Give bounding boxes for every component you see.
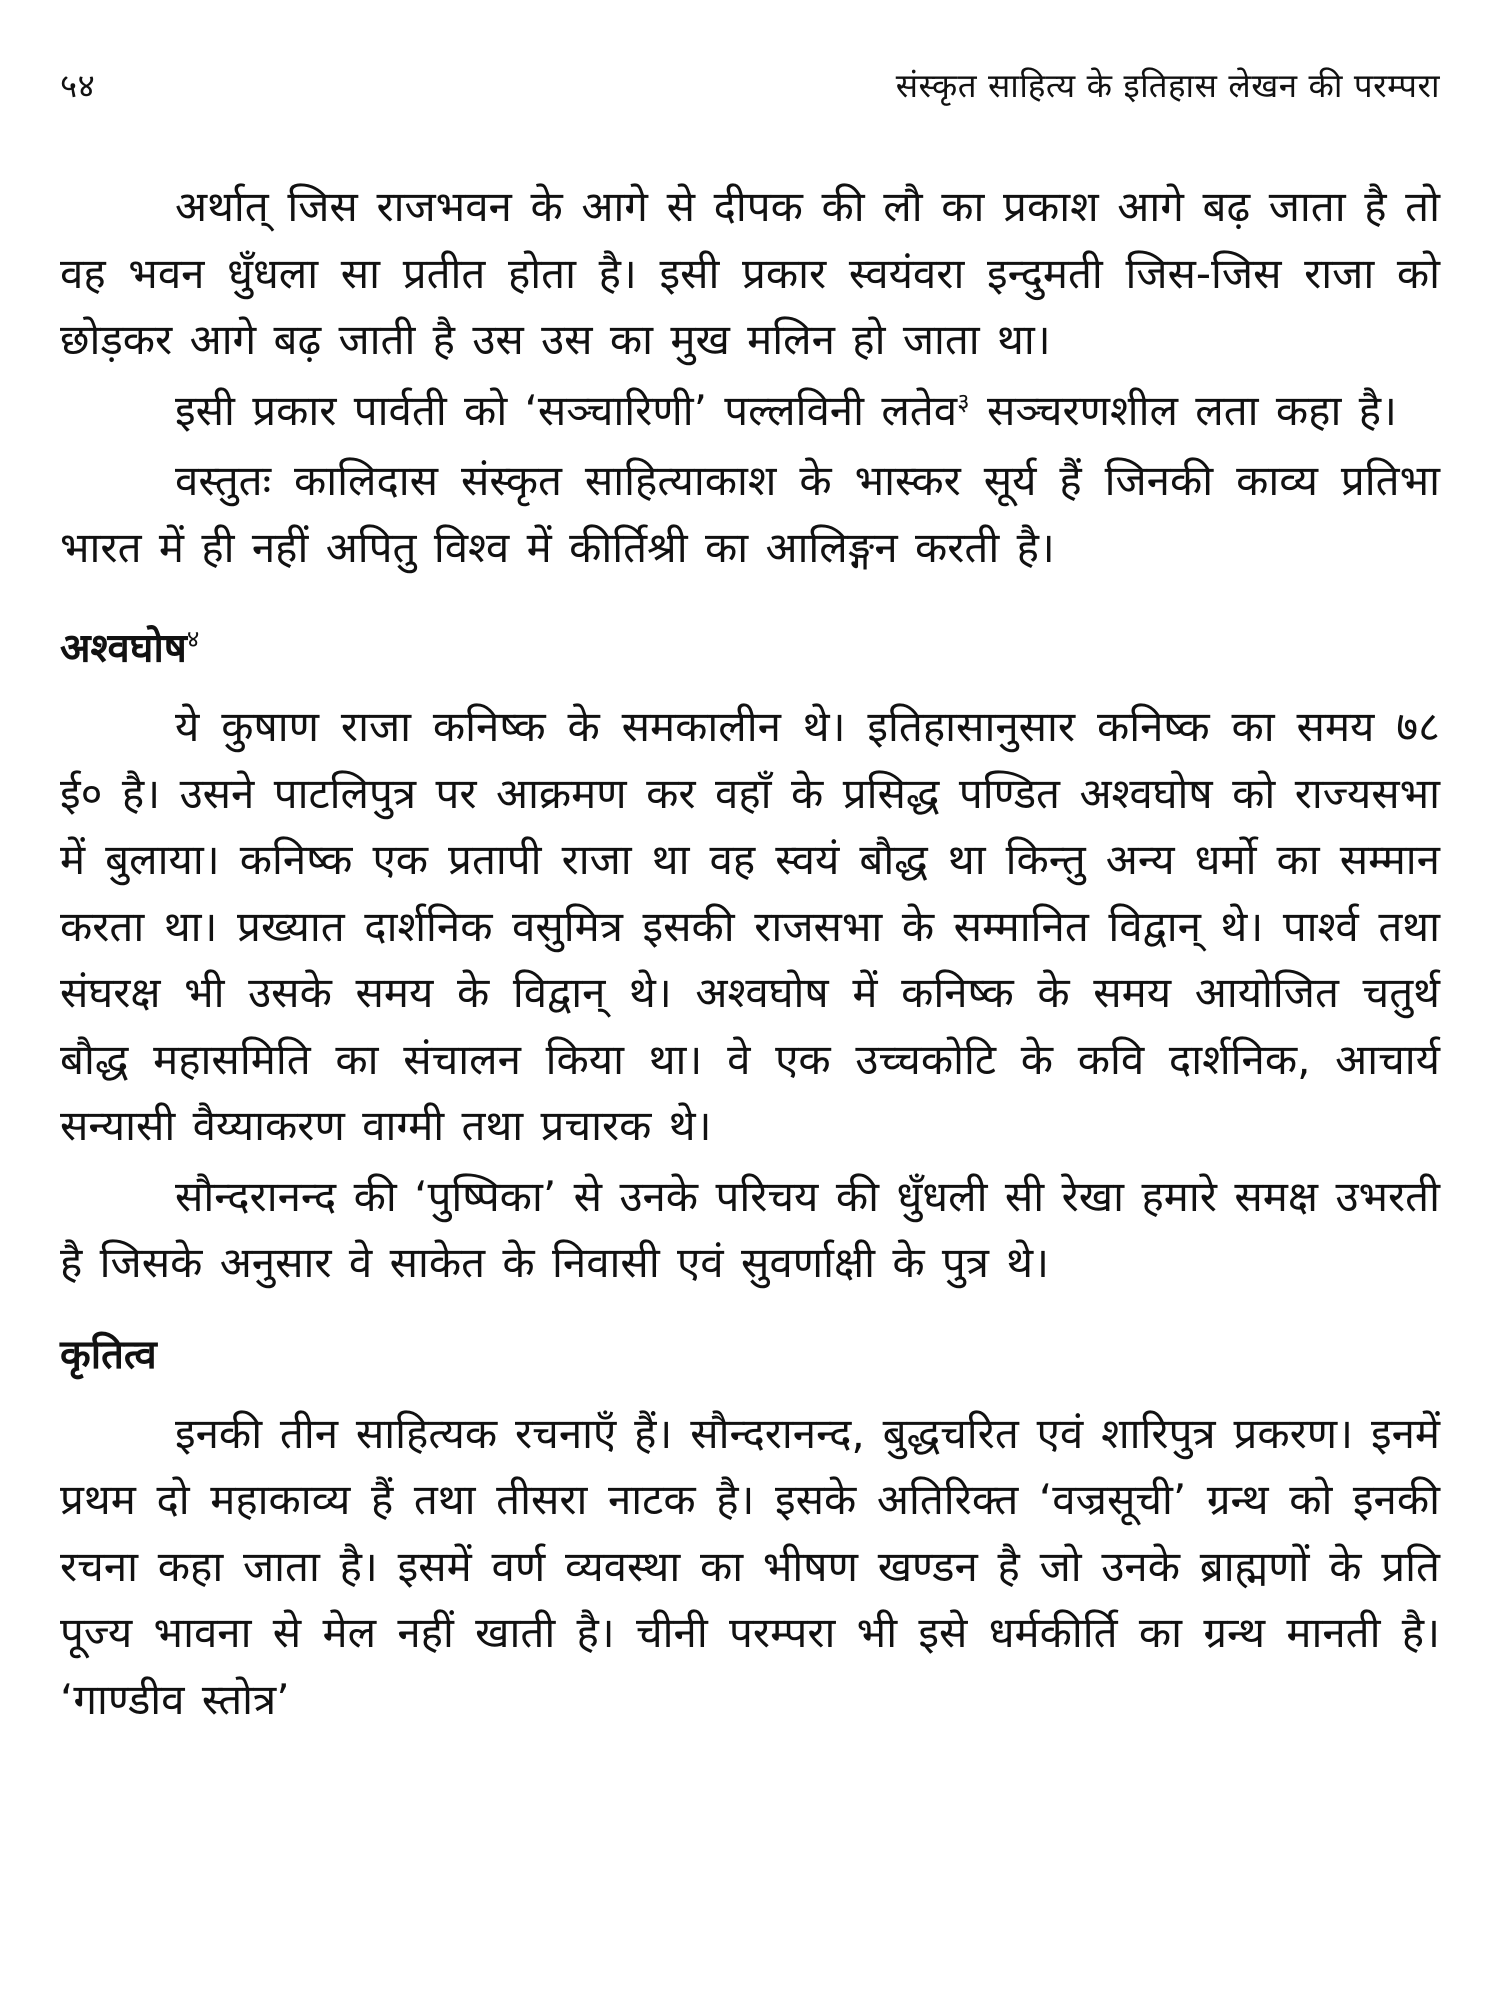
paragraph-6: इनकी तीन साहित्यक रचनाएँ हैं। सौन्दरानन्द, बुद्धचरित एवं शारिपुत्र प्रकरण। इनमें प्रथम दो महाकाव्य हैं तथा तीसरा नाटक है। इसके अतिरिक्त ‘वज्रसूची’ ग्रन्थ को इनकी रचना कहा जाता है। इसमें वर्ण व्यवस्था का भीषण खण्डन है जो उनके ब्राह्मणों के प्रति पूज्य भावना से मेल नहीं खाती है। चीनी परम्परा भी इसे धर्मकीर्ति का ग्रन्थ मानती है। ‘गाण्डीव स्तोत्र’ [60, 1408, 1440, 1724]
section-heading-krititva: कृतित्व [60, 1331, 157, 1378]
paragraph-2-text: इसी प्रकार पार्वती को ‘सञ्चारिणी’ पल्लविनी लतेव [175, 385, 958, 435]
page-header [60, 62, 1440, 122]
footnote-marker: ४ [186, 625, 200, 653]
running-title: संस्कृत साहित्य के इतिहास लेखन की परम्परा [895, 66, 1440, 105]
page-body [60, 174, 1440, 1733]
paragraph-2-text-cont: सञ्चरणशील लता कहा है। [969, 385, 1397, 435]
footnote-marker: ३ [957, 387, 970, 416]
heading-text: अश्वघोष [60, 625, 187, 672]
paragraph-2 [60, 378, 1440, 445]
page-number: ५४ [60, 66, 96, 105]
paragraph-3: वस्तुतः कालिदास संस्कृत साहित्याकाश के भास्कर सूर्य हैं जिनकी काव्य प्रतिभा भारत में ही नहीं अपितु विश्व में कीर्तिश्री का आलिङ्गन करती है। [60, 456, 1440, 572]
paragraph-4: ये कुषाण राजा कनिष्क के समकालीन थे। इतिहासानुसार कनिष्क का समय ७८ ई० है। उसने पाटलिपुत्र पर आक्रमण कर वहाँ के प्रसिद्ध पण्डित अश्वघोष को राज्यसभा में बुलाया। कनिष्क एक प्रतापी राजा था वह स्वयं बौद्ध था किन्तु अन्य धर्मो का सम्मान करता था। प्रख्यात दार्शनिक वसुमित्र इसकी राजसभा के सम्मानित विद्वान् थे। पार्श्व तथा संघरक्ष भी उसके समय के विद्वान् थे। अश्वघोष में कनिष्क के समय आयोजित चतुर्थ बौद्ध महासमिति का संचालन किया था। वे एक उच्चकोटि के कवि दार्शनिक, आचार्य सन्यासी वैय्याकरण वाग्मी तथा प्रचारक थे। [60, 702, 1440, 1151]
section-heading-ashvaghosh [60, 609, 1440, 678]
paragraph-1: अर्थात् जिस राजभवन के आगे से दीपक की लौ का प्रकाश आगे बढ़ जाता है तो वह भवन धुँधला सा प्रतीत होता है। इसी प्रकार स्वयंवरा इन्दुमती जिस-जिस राजा को छोड़कर आगे बढ़ जाती है उस उस का मुख मलिन हो जाता था। [60, 182, 1440, 364]
paragraph-5: सौन्दरानन्द की ‘पुष्पिका’ से उनके परिचय की धुँधली सी रेखा हमारे समक्ष उभरती है जिसके अनुसार वे साकेत के निवासी एवं सुवर्णाक्षी के पुत्र थे। [60, 1171, 1440, 1288]
